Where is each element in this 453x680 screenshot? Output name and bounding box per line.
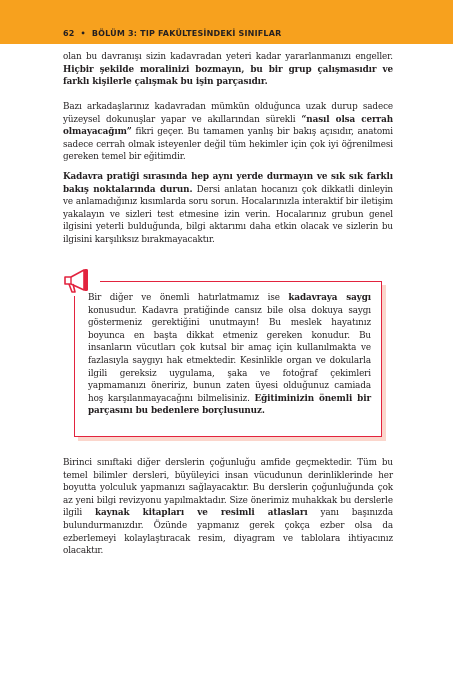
running-header	[63, 29, 281, 38]
callout-bold-a: kadavraya saygı	[288, 293, 371, 303]
paragraph-4-text-a: Birinci sınıftaki diğer derslerin çoğunluğu amfide geçmektedir. Tüm bu temel bilimler dersleri, büyüleyici insan vücudunun derinliklerinde her boyutta yolculuk yapmanızı sağlayacaktır. Bu derslerin çoğunluğunda çok az yeni bilgi revizyonu yapılmaktadır. Size önerimiz muhakkak bu derslerle ilgili	[63, 458, 393, 519]
paragraph-4-bold: kaynak kitapları ve resimli atlasları	[94, 508, 308, 519]
paragraph-2-text-b: fikri geçer. Bu tamamen yanlış bir bakış açısıdır, anatomi sadece cerrah olmak isteyenler değil tüm hekimler için çok iyi öğrenilmesi gereken temel bir eğitimdir.	[63, 127, 393, 163]
paragraph-4	[63, 457, 393, 558]
page-number: 62	[63, 29, 75, 38]
header-bullet: •	[80, 29, 86, 38]
paragraph-1-text: olan bu davranışı sizin kadavradan yeteri kadar yararlanmanızı engeller.	[63, 52, 393, 62]
callout-text	[88, 292, 371, 418]
paragraph-1-bold: Hiçbir şekilde moralinizi bozmayın, bu bir grup çalışmasıdır ve farklı kişilerle çalışmak bu işin parçasıdır.	[63, 64, 393, 88]
callout-text-a: Bir diğer ve önemli hatırlatmamız ise	[88, 293, 289, 303]
callout-text-b: konusudur. Kadavra pratiğinde cansız bile olsa dokuya saygı göstermeniz gerektiğini unutmayın! Bu meslek hayatınız boyunca en başta dikkat etmeniz gereken konudur. Bu insanların vücutları çok kutsal bir amaç için kullanılmakta ve fazlasıyla saygıyı hak etmektedir. Kesinlikle organ ve dokularla ilgili gereksiz uygulama, şaka ve fotoğraf çekimleri yapmamanızı öneririz, bunun zaten üyesi olduğunuz camiada hoş karşılanmayacağını bilmelisiniz.	[88, 305, 371, 404]
paragraph-1	[63, 51, 393, 89]
paragraph-2	[63, 101, 393, 164]
paragraph-3-bold: Kadavra pratiği sırasında hep aynı yerde durmayın ve sık sık farklı bakış noktalarında durun.	[63, 172, 393, 195]
paragraph-2-text-a: Bazı arkadaşlarınız kadavradan mümkün olduğunca uzak durup sadece yüzeysel dokunuşlar yapar ve akıllarından sürekli	[63, 102, 393, 125]
callout-bold-b: Eğitiminizin önemli bir parçasını bu bedenlere borçlusunuz.	[88, 393, 371, 417]
paragraph-3-text: Dersi anlatan hocanızı çok dikkatli dinleyin ve anlamadığınız kısımlarda soru sorun. Hocalarınızla interaktif bir iletişim yakalayın ve sizleri test etmesine izin verin. Hocalarınız grubun genel ilgisini yeterli bulduğunda, bilgi aktarımı daha etkin olacak ve sizlerin bu ilgisini karşılıksız bırakmayacaktır.	[63, 184, 393, 245]
paragraph-4-text-b: yanı başınızda bulundurmanızdır. Özünde yapmanız gerek çokça ezber olsa da ezberlemeyi kolaylaştıracak resim, diyagram ve tablolara ihtiyacınız olacaktır.	[63, 508, 393, 557]
chapter-title: BÖLÜM 3: TIP FAKÜLTESİNDEKİ SINIFLAR	[91, 29, 282, 38]
paragraph-3	[63, 171, 393, 247]
paragraph-2-bold: “nasıl olsa cerrah olmayacağım”	[63, 114, 393, 138]
